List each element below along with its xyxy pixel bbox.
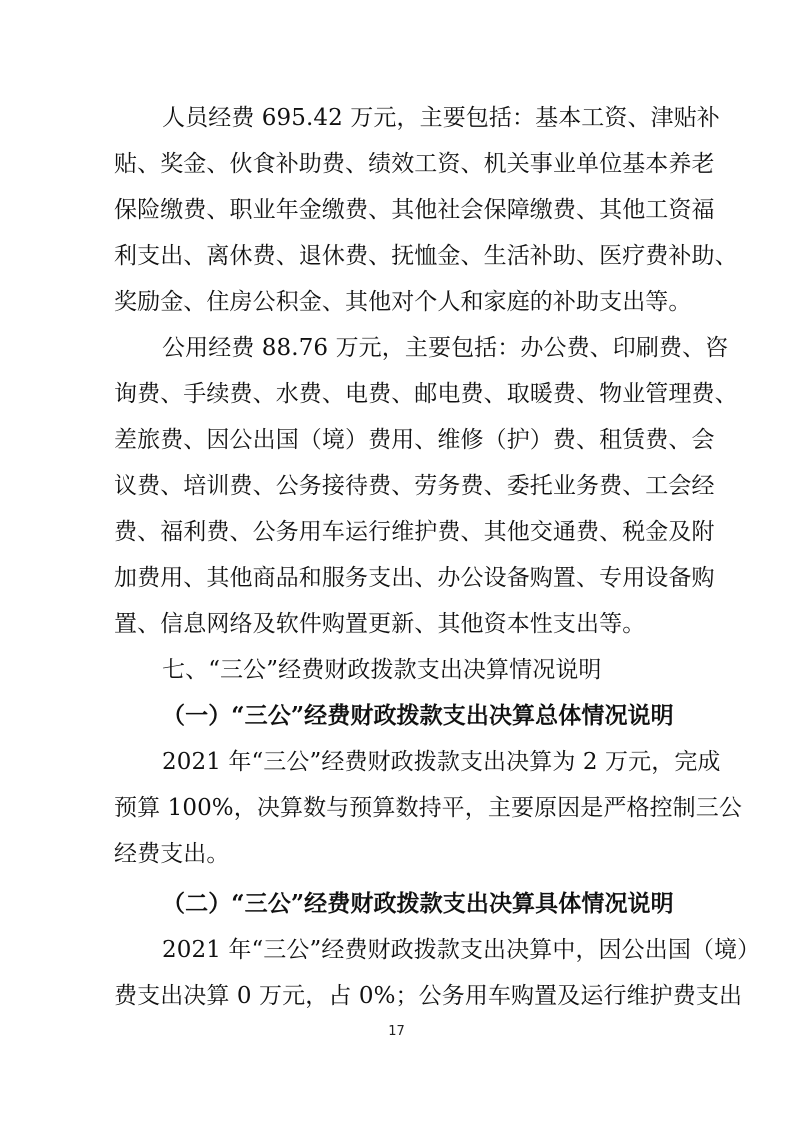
section-heading: 七、“三公”经费财政拨款支出决算情况说明 (162, 657, 602, 683)
sub2-line-2: 费支出决算 0 万元，占 0%；公务用车购置及运行维护费支出 (114, 983, 743, 1009)
subsection-1-heading: （一）“三公”经费财政拨款支出决算总体情况说明 (162, 702, 674, 729)
sub1-line-3: 经费支出。 (114, 841, 230, 867)
public-line-7: 置、信息网络及软件购置更新、其他资本性支出等。 (114, 611, 646, 637)
personnel-line-5: 奖励金、住房公积金、其他对个人和家庭的补助支出等。 (114, 289, 692, 315)
public-line-1: 公用经费 88.76 万元，主要包括：办公费、印刷费、咨 (162, 335, 729, 361)
public-line-6: 加费用、其他商品和服务支出、办公设备购置、专用设备购 (114, 565, 715, 591)
page-number: 17 (388, 1024, 405, 1039)
public-line-4: 议费、培训费、公务接待费、劳务费、委托业务费、工会经 (114, 473, 715, 499)
sub1-line-1: 2021 年“三公”经费财政拨款支出决算为 2 万元，完成 (162, 749, 721, 775)
personnel-line-2: 贴、奖金、伙食补助费、绩效工资、机关事业单位基本养老 (114, 151, 715, 177)
personnel-line-1: 人员经费 695.42 万元，主要包括：基本工资、津贴补 (162, 105, 720, 131)
sub1-line-2: 预算 100%，决算数与预算数持平，主要原因是严格控制三公 (114, 795, 742, 821)
public-line-2: 询费、手续费、水费、电费、邮电费、取暖费、物业管理费、 (114, 381, 738, 407)
personnel-line-3: 保险缴费、职业年金缴费、其他社会保障缴费、其他工资福 (114, 197, 715, 223)
sub2-line-1: 2021 年“三公”经费财政拨款支出决算中，因公出国（境） (162, 937, 761, 963)
personnel-line-4: 利支出、离休费、退休费、抚恤金、生活补助、医疗费补助、 (114, 243, 738, 269)
subsection-2-heading: （二）“三公”经费财政拨款支出决算具体情况说明 (162, 890, 674, 917)
public-line-3: 差旅费、因公出国（境）费用、维修（护）费、租赁费、会 (114, 427, 715, 453)
public-line-5: 费、福利费、公务用车运行维护费、其他交通费、税金及附 (114, 519, 715, 545)
